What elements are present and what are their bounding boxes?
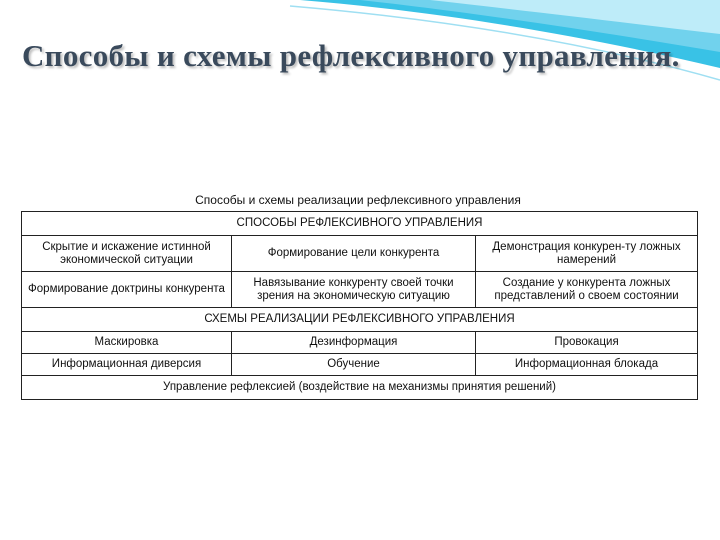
table-cell: Информационная диверсия	[22, 354, 232, 376]
table-cell: Маскировка	[22, 332, 232, 354]
table-footer: Управление рефлексией (воздействие на механизмы принятия решений)	[22, 376, 698, 400]
reflexive-control-table	[21, 211, 698, 400]
table-row	[22, 236, 698, 272]
schemes-header: СХЕМЫ РЕАЛИЗАЦИИ РЕФЛЕКСИВНОГО УПРАВЛЕНИЯ	[22, 308, 698, 332]
table-cell: Формирование цели конкурента	[232, 236, 476, 272]
table-row	[22, 272, 698, 308]
table-cell: Провокация	[476, 332, 698, 354]
table-caption: Способы и схемы реализации рефлексивного управления	[195, 193, 521, 207]
schemes-header-row	[22, 308, 698, 332]
table-row	[22, 332, 698, 354]
table-cell: Скрытие и искажение истинной экономической ситуации	[22, 236, 232, 272]
slide-title: Способы и схемы рефлексивного управления.	[22, 38, 680, 73]
table-cell: Создание у конкурента ложных представлений о своем состоянии	[476, 272, 698, 308]
table-cell: Навязывание конкуренту своей точки зрения на экономическую ситуацию	[232, 272, 476, 308]
footer-row	[22, 376, 698, 400]
table-row	[22, 354, 698, 376]
table-cell: Обучение	[232, 354, 476, 376]
methods-header-row	[22, 212, 698, 236]
methods-header: СПОСОБЫ РЕФЛЕКСИВНОГО УПРАВЛЕНИЯ	[22, 212, 698, 236]
table-cell: Информационная блокада	[476, 354, 698, 376]
table-cell: Дезинформация	[232, 332, 476, 354]
table-cell: Демонстрация конкурен-ту ложных намерений	[476, 236, 698, 272]
table-cell: Формирование доктрины конкурента	[22, 272, 232, 308]
